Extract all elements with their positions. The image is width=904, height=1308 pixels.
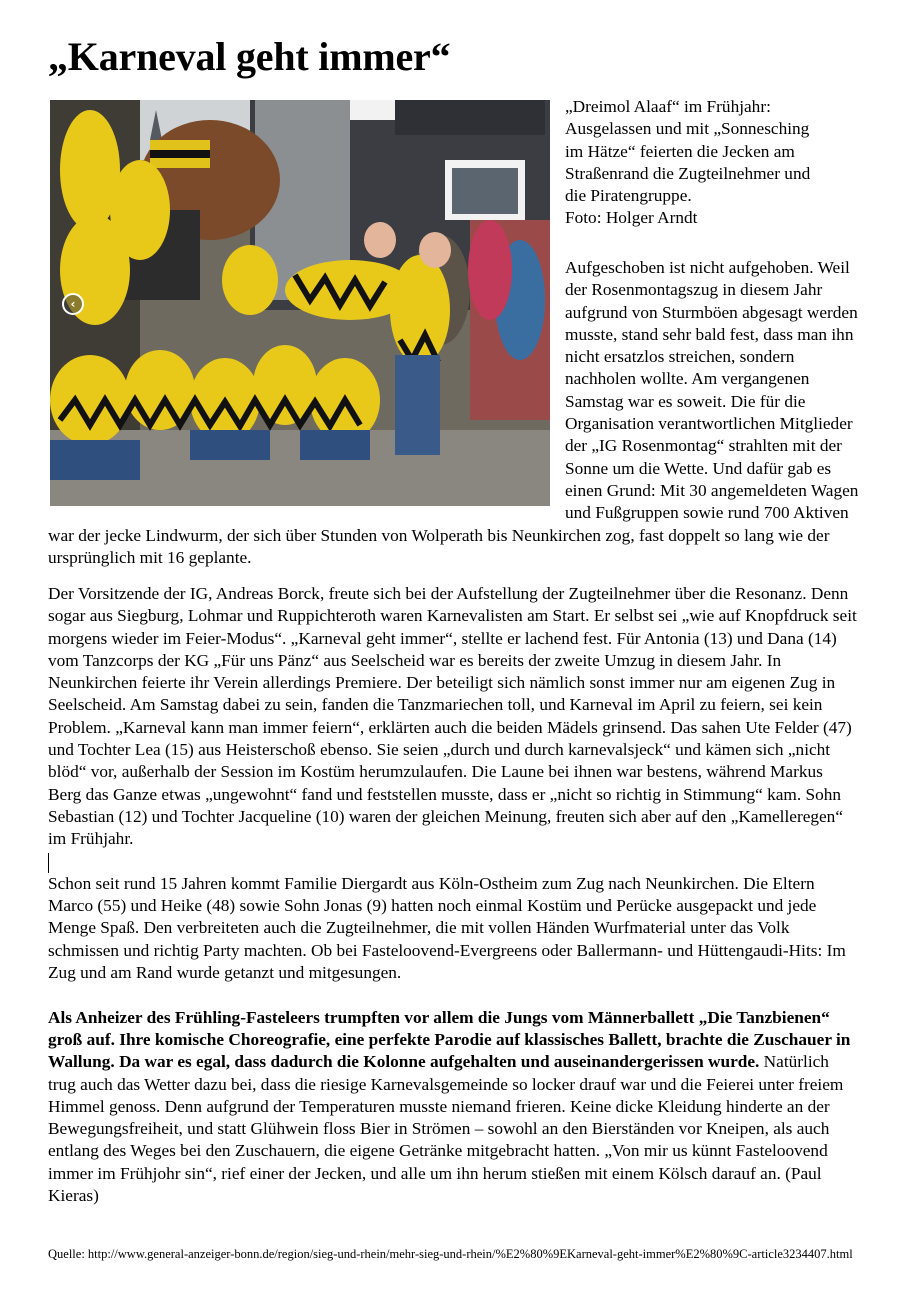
article-body <box>48 583 860 1207</box>
article <box>48 30 860 1261</box>
paragraph-4-body: Natürlich trug auch das Wetter dazu bei, dass die riesige Karnevalsgemeinde so locker drauf war und die Feierei unter freiem Himmel genoss. Denn aufgrund der Temperaturen musste niemand frieren. Keine dicke Kleidung hinderte an der Bewegungsfreiheit, und statt Glühwein floss Bier in Strömen – sowohl an den Bierständen vor Kneipen, als auch entlang des Weges bei den Zuschauern, die eigene Getränke mitgebracht hatten. „Von mir us künnt Fasteloovend immer im Frühjohr sin“, rief einer der Jecken, und alle um ihn herum stießen mit einem Kölsch darauf an. (Paul Kieras) <box>48 1052 844 1206</box>
caption-credit: Foto: Holger Arndt <box>565 208 698 228</box>
caption-line: „Dreimol Alaaf“ im Frühjahr: <box>565 97 771 116</box>
paragraph-wrap-block <box>48 257 860 569</box>
photo-caption <box>565 96 865 230</box>
paragraph-1: Aufgeschoben ist nicht aufgehoben. Weil der Rosenmontagszug in diesem Jahr aufgrund von Sturmböen abgesagt werden musste, stand sehr bald fest, dass man ihn nicht ersatzlos streichen, sondern nachholen wollte. Am vergangenen Samstag war es soweit. Die für die Organisation verantwortlichen Mitglieder der „IG Rosenmontag“ strahlten mit der Sonne um die Wette. Und dafür gab es einen Grund: Mit 30 angemeldeten Wagen und Fußgruppen sowie rund 700 Aktiven war der jecke Lindwurm, der sich über Stunden von Wolperath bis Neunkirchen zog, fast doppelt so lang wie der ursprünglich mit 16 geplante. <box>48 258 859 567</box>
article-title: „Karneval geht immer“ <box>48 34 451 79</box>
paragraph-4-lead: Als Anheizer des Frühling-Fasteleers trumpften vor allem die Jungs vom Männerballett „Die Tanzbienen“ groß auf. Ihre komische Choreografie, eine perfekte Parodie auf klassisches Ballett, brachte die Zuschauer in Wallung. Da war es egal, dass dadurch die Kolonne aufgehalten und auseinandergerissen wurde. <box>48 1007 851 1072</box>
paragraph-gap <box>48 851 860 873</box>
photo-float-spacer <box>48 257 565 514</box>
caption-line: die Piratengruppe. <box>565 186 692 206</box>
caption-line: im Hätze“ feierten die Jecken am <box>565 141 795 161</box>
paragraph-2: Der Vorsitzende der IG, Andreas Borck, freute sich bei der Aufstellung der Zugteilnehmer über die Resonanz. Denn sogar aus Siegburg, Lohmar und Ruppichteroth waren Karnevalisten am Start. Er selbst sei „wie auf Knopfdruck seit morgens wieder im Feier-Modus“. „Karneval geht immer“, stellte er lachend fest. Für Antonia (13) und Dana (14) vom Tanzcorps der KG „Für uns Pänz“ aus Seelscheid war es bereits der zweite Umzug in diesem Jahr. In Neunkirchen feierte ihr Verein allerdings Premiere. Der beteiligt sich nämlich sonst immer nur am eigenen Zug in Seelscheid. Am Samstag dabei zu sein, fanden die Tanzmariechen toll, und Karneval im April zu feiern, sei kein Problem. „Karneval kann man immer feiern“, erklärten auch die beiden Mädels grinsend. Das sahen Ute Felder (47) und Tochter Lea (15) aus Heisterschoß ebenso. Sie seien „durch und durch karnevalsjeck“ und kämen sich „nicht blöd“ vor, außerhalb der Session im Kostüm herumzulaufen. Die Laune bei ihnen war bestens, während Markus Berg das Ganze etwas „ungewohnt“ fand und feststellen musste, dass er „nicht so richtig in Stimmung“ kam. Sohn Sebastian (12) und Tochter Jacqueline (10) waren der gleichen Meinung, freuten sich aber auf den „Kamelleregen“ im Frühjahr. <box>48 584 857 849</box>
caption-line: Straßenrand die Zugteilnehmer und <box>565 163 811 183</box>
paragraph-gap <box>48 984 860 1006</box>
text-cursor <box>48 853 49 873</box>
caption-line: Ausgelassen und mit „Sonnesching <box>565 119 810 139</box>
paragraph-3: Schon seit rund 15 Jahren kommt Familie Diergardt aus Köln-Ostheim zum Zug nach Neunkirchen. Die Eltern Marco (55) und Heike (48) sowie Sohn Jonas (9) hatten noch einmal Kostüm und Perücke ausgepackt und jede Menge Spaß. Den verbreiteten auch die Zugteilnehmer, die mit vollen Händen Wurfmaterial unter das Volk schmissen und richtig Party machten. Ob bei Fasteloovend-Evergreens oder Ballermann- und Hüttengaudi-Hits: Im Zug und am Rand wurde getanzt und mitgesungen. <box>48 873 846 983</box>
chevron-left-icon[interactable]: ‹ <box>62 293 84 315</box>
paragraph-4 <box>48 1007 860 1208</box>
source-link[interactable]: Quelle: http://www.general-anzeiger-bonn.de/region/sieg-und-rhein/mehr-sieg-und-rhein/%E2%80%9EKarneval-geht-immer%E2%80%9C-article3234407.html <box>48 1247 853 1261</box>
